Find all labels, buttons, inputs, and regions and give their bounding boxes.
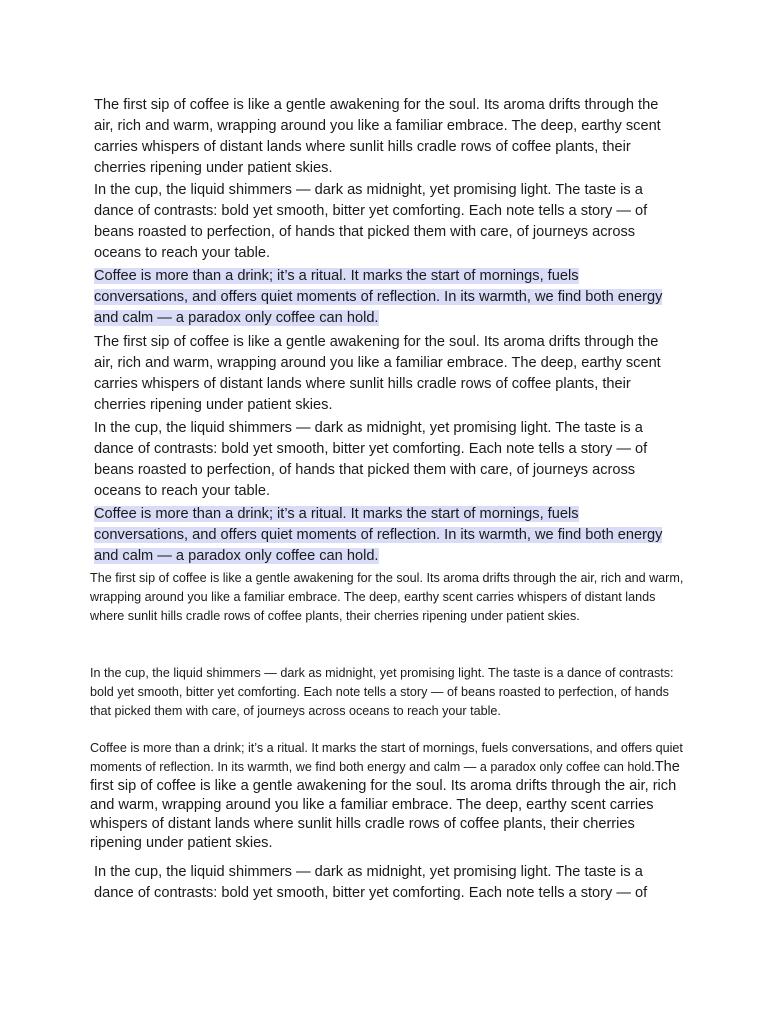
paragraph-7	[90, 569, 690, 626]
paragraph-6-text: Coffee is more than a drink; it’s a ritual. It marks the start of mornings, fuels conversations, and offers quiet moments of reflection. In its warmth, we find both energy and calm — a paradox only coffee can hold.	[94, 506, 663, 564]
paragraph-3-text: Coffee is more than a drink; it’s a ritual. It marks the start of mornings, fuels conversations, and offers quiet moments of reflection. In its warmth, we find both energy and calm — a paradox only coffee can hold.	[94, 268, 663, 326]
paragraph-9-merged	[90, 739, 690, 853]
paragraph-11	[94, 862, 674, 904]
paragraph-2	[94, 180, 674, 264]
paragraph-5-text: In the cup, the liquid shimmers — dark as midnight, yet promising light. The taste is a dance of contrasts: bold yet smooth, bitter yet comforting. Each note tells a story — of beans roasted to perfection, of hands that picked them with care, of journeys across oceans to reach your table.	[94, 420, 648, 499]
paragraph-9-text: Coffee is more than a drink; it’s a ritual. It marks the start of mornings, fuels conversations, and offers quiet moments of reflection. In its warmth, we find both energy and calm — a paradox only coffee can hold.	[90, 741, 683, 774]
paragraph-3-highlighted	[94, 266, 674, 329]
paragraph-1	[94, 95, 674, 179]
paragraph-1-text: The first sip of coffee is like a gentle awakening for the soul. Its aroma drifts through the air, rich and warm, wrapping around you like a familiar embrace. The deep, earthy scent carries whispers of distant lands where sunlit hills cradle rows of coffee plants, their cherries ripening under patient skies.	[94, 97, 661, 176]
paragraph-8-text: In the cup, the liquid shimmers — dark as midnight, yet promising light. The taste is a dance of contrasts: bold yet smooth, bitter yet comforting. Each note tells a story — of beans roasted to perfection, of hands that picked them with care, of journeys across oceans to reach your table.	[90, 666, 674, 718]
paragraph-5	[94, 418, 674, 502]
paragraph-8	[90, 664, 690, 721]
paragraph-4	[94, 332, 674, 416]
paragraph-4-text: The first sip of coffee is like a gentle awakening for the soul. Its aroma drifts through the air, rich and warm, wrapping around you like a familiar embrace. The deep, earthy scent carries whispers of distant lands where sunlit hills cradle rows of coffee plants, their cherries ripening under patient skies.	[94, 334, 661, 413]
paragraph-6-highlighted	[94, 504, 674, 567]
paragraph-7-text: The first sip of coffee is like a gentle awakening for the soul. Its aroma drifts through the air, rich and warm, wrapping around you like a familiar embrace. The deep, earthy scent carries whispers of distant lands where sunlit hills cradle rows of coffee plants, their cherries ripening under patient skies.	[90, 571, 684, 623]
paragraph-11-text: In the cup, the liquid shimmers — dark as midnight, yet promising light. The taste is a dance of contrasts: bold yet smooth, bitter yet comforting. Each note tells a story — of	[94, 864, 648, 901]
paragraph-10-text: The first sip of coffee is like a gentle awakening for the soul. Its aroma drifts through the air, rich and warm, wrapping around you like a familiar embrace. The deep, earthy scent carries whispers of distant lands where sunlit hills cradle rows of coffee plants, their cherries ripening under patient skies.	[90, 759, 680, 851]
paragraph-2-text: In the cup, the liquid shimmers — dark as midnight, yet promising light. The taste is a dance of contrasts: bold yet smooth, bitter yet comforting. Each note tells a story — of beans roasted to perfection, of hands that picked them with care, of journeys across oceans to reach your table.	[94, 182, 648, 261]
